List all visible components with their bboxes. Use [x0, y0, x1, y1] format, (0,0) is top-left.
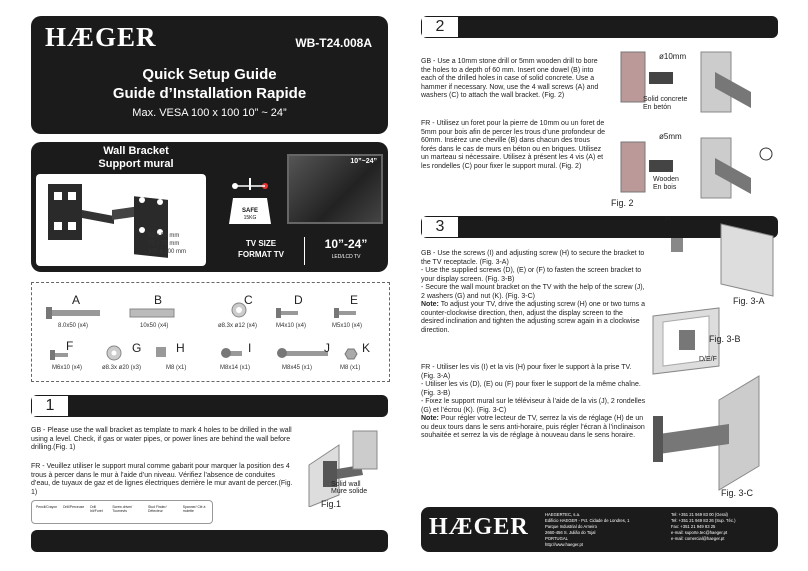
tv-size-label: 10”~24” — [350, 158, 377, 165]
parts-list — [31, 282, 390, 382]
part-D-letter: D — [294, 293, 303, 307]
bracket-title-fr: Support mural — [98, 158, 174, 170]
size-75: 75 x 75 mm — [148, 241, 180, 247]
step-3-gb-1: Use the screws (I) and adjusting screw (H) to secure the bracket to the TV receptacle. (Fig. 3-A) — [421, 250, 645, 266]
address-4: PORTUGAL — [545, 536, 568, 541]
def-label: D/E/F — [699, 356, 717, 363]
part-D-qty: M4x10 (x4) — [276, 323, 307, 329]
size-50: 50 x 50 mm — [148, 233, 180, 239]
model-number: WB-T24.008A — [295, 36, 372, 50]
part-J-letter: J — [324, 341, 330, 355]
part-G-qty: ø8.3x ø20 (x3) — [102, 365, 142, 371]
tv-range: 10”-24” — [324, 237, 368, 251]
vesa-sizes — [148, 232, 186, 256]
tel-2: Tel: +351 21 949 83 26 (Sup. Téc.) — [671, 518, 736, 523]
part-B-qty: 10x50 (x4) — [140, 323, 169, 329]
title-en: Quick Setup Guide — [142, 66, 277, 83]
tools-row — [31, 500, 213, 524]
email-1[interactable]: e-mail: suporte.tec@haeger.pt — [671, 530, 728, 535]
step-1-header — [31, 395, 388, 417]
email-2[interactable]: e-mail: comercial@haeger.pt — [671, 536, 725, 541]
address-2: Parque Industrial do Arneiro — [545, 524, 597, 529]
part-F-letter: F — [66, 339, 74, 353]
step-1-fr-text: Veuillez utiliser le support mural comme gabarit pour marquer la position des 4 trous à percer dans le mur à l’aide d’un niveau. Vérifiez l’absence de conduites d’eau, de tuyaux de gaz et de lignes électriques derrière le mur avant de percer.(Fig. 1) — [31, 463, 293, 496]
step-3-fr — [421, 364, 646, 441]
step-2-gb-text: Use a 10mm stone drill or 5mm wooden drill to bore the holes to a depth of 60 mm. Insert one dowel (B) into each of the drilled holes in case of solid concrete. Use a hammer if necessary. Now, use the 4 wall screws (A) and washers (C) to attach the wall bracket. (Fig. 2) — [421, 58, 599, 99]
bracket-panel — [31, 142, 388, 272]
fig3a-h-label: H — [665, 216, 671, 223]
step-3-number: 3 — [422, 217, 458, 237]
wall-fr: Mure solide — [331, 488, 368, 495]
fr-prefix: FR - — [421, 364, 435, 371]
tv-size-fr: FORMAT TV — [237, 250, 285, 259]
step-2-fr-text: Utilisez un foret pour la pierre de 10mm ou un foret de 5mm pour bois afin de percer les trous d’une profondeur de 60mm. Insérez une cheville (B) dans chacun des trous forés dans le cas de murs en béton ou en briques. Utilisez un marteau si nécessaire. Utilisez à présent les 4 vis (A) et les rondelles (C) pour fixer le support mural. (Fig. 2) — [421, 120, 606, 170]
fig2-illustration — [611, 42, 778, 202]
gb-prefix: GB - — [421, 250, 436, 257]
d10-label: ø10mm — [659, 52, 687, 61]
title-fr: Guide d’Installation Rapide — [112, 85, 307, 102]
footer-logo: HÆGER — [429, 514, 529, 540]
tel-1: Tel: +351 21 949 83 00 (Geral) — [671, 512, 728, 517]
fig3c-caption: Fig. 3-C — [721, 488, 754, 498]
fig2-caption: Fig. 2 — [611, 198, 634, 208]
parts-illustrations — [32, 283, 389, 381]
part-C-letter: C — [244, 293, 253, 307]
fr-note-label: Note: — [421, 415, 439, 422]
brand-logo: HÆGER — [45, 22, 157, 52]
tool-spanner: Spanner/ Clé à molette — [182, 505, 206, 513]
tv-size-en: TV SIZE — [245, 239, 277, 248]
step-3-fr-2: - Utiliser les vis (D), (E) ou (F) pour fixer le support de la même chaîne. (Fig. 3-B) — [421, 381, 641, 397]
tool-pencil: Pencil/Crayon — [36, 505, 58, 509]
step-2-number: 2 — [422, 17, 458, 37]
step-3-gb-3: - Secure the wall mount bracket on the TV with the help of the screw (J), 2 washers (G) and nut (K). (Fig. 3-C) — [421, 284, 645, 300]
address-1: Edificio HAEGER - Pct. Cidade de Londres, 1 — [545, 518, 630, 523]
step-3-gb-2: - Use the supplied screws (D), (E) or (F) to fasten the screen bracket to your display screen. (Fig. 3-B) — [421, 267, 642, 283]
company: HAEGERTEC, s.a. — [545, 512, 581, 517]
concrete-en: Solid concrete — [643, 96, 688, 103]
step-1-number: 1 — [32, 396, 68, 416]
part-I-letter: I — [248, 341, 252, 355]
svg-text:SAFE: SAFE — [241, 208, 259, 214]
gb-prefix: GB - — [31, 427, 46, 434]
tv-type: LED/LCD TV — [331, 254, 361, 260]
part-E-letter: E — [350, 293, 359, 307]
part-G-letter: G — [132, 341, 142, 355]
step-3-fr-1: Utiliser les vis (I) et la vis (H) pour fixer le support à la prise TV. (Fig. 3-A) — [421, 364, 632, 380]
wooden-label — [653, 176, 679, 192]
tools-list — [36, 505, 212, 513]
gb-prefix: GB - — [421, 58, 436, 65]
tool-drill: Drill/Perceuse — [63, 505, 85, 509]
part-E-qty: M5x10 (x4) — [332, 323, 363, 329]
footer-bar — [421, 507, 778, 552]
fig3a-caption: Fig. 3-A — [733, 296, 765, 306]
footer-contact — [671, 512, 736, 542]
step-3-fr-3: - Fixez le support mural sur le téléviseur à l’aide de la vis (J), 2 rondelles (G) et l’écrou (K). (Fig. 3-C) — [421, 398, 646, 414]
footer-address — [545, 512, 630, 548]
tool-studfinder: Stud Finder/ Détecteur — [148, 505, 167, 513]
vesa-spec: Max. VESA 100 x 100 10” ~ 24” — [132, 107, 287, 119]
tv-image — [287, 154, 383, 224]
wall-en: Solid wall — [331, 481, 361, 488]
part-J-qty: M8x45 (x1) — [282, 365, 313, 371]
step-3-fr-note: Pour régler votre lecteur de TV, serrez la vis de réglage (H) de un ou deux tours dans le sens anti-horaire, puis régler l’écran à l’inclinaison souhaitée et serrez la vis de réglage à nouveau dans le sens horaire. — [421, 415, 645, 439]
fig1-caption: Fig.1 — [321, 499, 342, 509]
size-100: 100 x 100 mm — [148, 249, 187, 255]
wooden-en: Wooden — [653, 176, 679, 183]
part-A-letter: A — [72, 293, 81, 307]
left-footer-bar — [31, 530, 388, 552]
svg-text:15KG: 15KG — [243, 215, 257, 221]
wooden-fr: En bois — [653, 184, 677, 191]
bracket-title-en: Wall Bracket — [103, 145, 169, 157]
address-3: 2660-456 S. Julião do Tojal — [545, 530, 596, 535]
step-1-gb-text: Please use the wall bracket as template to mark 4 holes to be drilled in the wall using a level. Check, if gas or water pipes, or power lines are behind the wall before drilling.(Fig. 1) — [31, 427, 292, 451]
part-H-qty: M8 (x1) — [166, 365, 187, 371]
bracket-image-box — [36, 174, 206, 266]
bracket-title — [71, 145, 201, 171]
step-3-gb — [421, 250, 646, 335]
part-F-qty: M6x10 (x4) — [52, 365, 83, 371]
fr-prefix: FR - — [421, 120, 435, 127]
concrete-label — [643, 96, 687, 112]
weight-icon — [227, 174, 273, 226]
gb-note-label: Note: — [421, 301, 439, 308]
step-2-fr — [421, 120, 606, 171]
fr-prefix: FR - — [31, 463, 45, 470]
part-K-qty: M8 (x1) — [340, 365, 361, 371]
tool-drillbit: Drill bit/Foret — [90, 505, 103, 513]
header-panel — [31, 16, 388, 134]
step-1-gb — [31, 427, 293, 453]
part-I-qty: M8x14 (x1) — [220, 365, 251, 371]
part-C-qty: ø8.3x ø12 (x4) — [218, 323, 258, 329]
step-2-gb — [421, 58, 606, 101]
part-B-letter: B — [154, 293, 163, 307]
weight-badge — [227, 174, 273, 226]
part-H-letter: H — [176, 341, 185, 355]
fig1-wall-label — [331, 481, 367, 495]
step-1-fr — [31, 463, 293, 497]
d5-label: ø5mm — [659, 132, 682, 141]
divider — [304, 237, 305, 265]
fax: Fax: +351 21 949 83 25 — [671, 524, 716, 529]
concrete-fr: En betón — [643, 104, 672, 111]
part-K-letter: K — [362, 341, 371, 355]
fig3b-caption: Fig. 3-B — [709, 334, 741, 344]
website-link[interactable]: http://www.haeger.pt — [545, 542, 583, 547]
tool-screwdriver: Screw driver/ Tournevis — [112, 505, 133, 513]
tv-size-caption — [221, 238, 301, 260]
part-A-qty: 8.0x50 (x4) — [58, 323, 89, 329]
step-2-header — [421, 16, 778, 38]
step-3-gb-note: To adjust your TV, drive the adjusting screw (H) one or two turns a counter-clockwise direction, then, adjust the display screen to the desired inclination and tighten the adjusting screw again in a clockwise direction. — [421, 301, 645, 334]
